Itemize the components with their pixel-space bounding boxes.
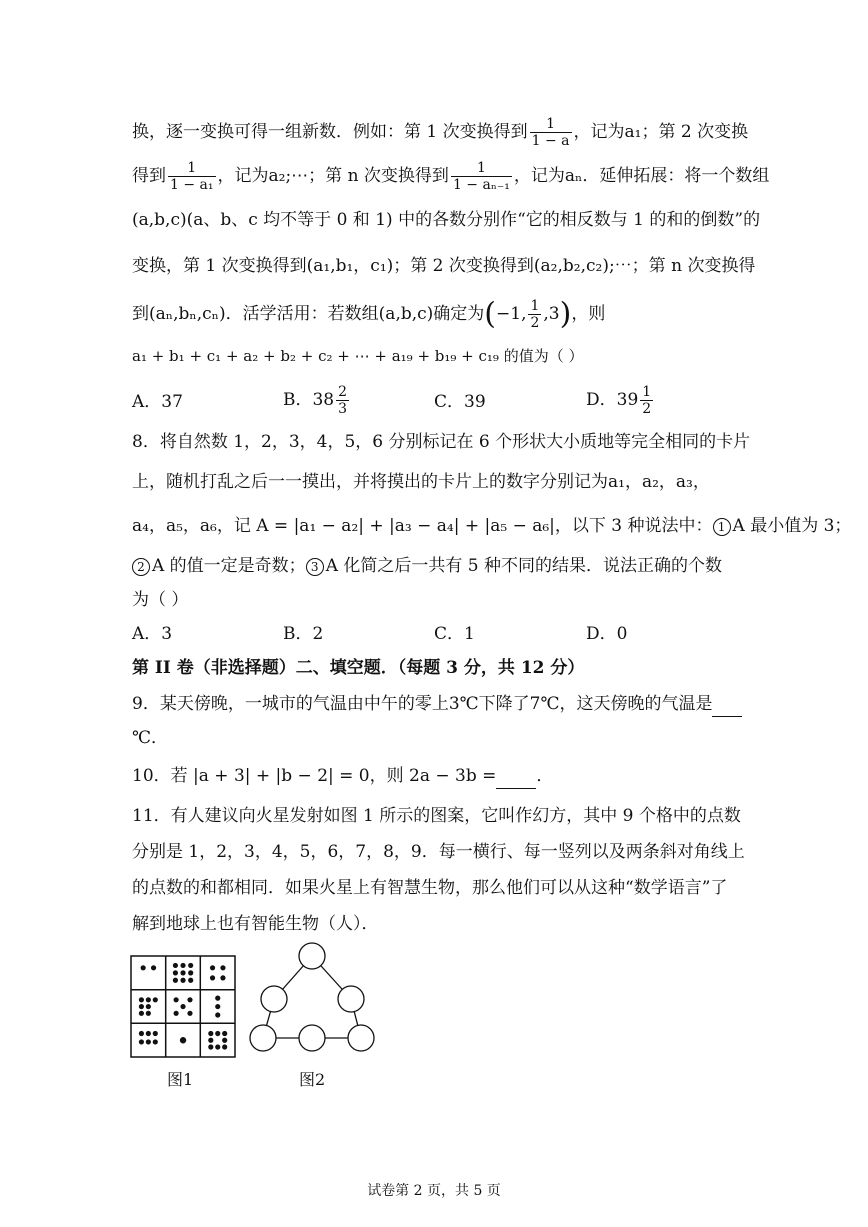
dot (146, 1004, 151, 1009)
fraction: $\frac{1}{1 - a}$ (531, 116, 570, 149)
answer-blank (712, 692, 742, 717)
dot (222, 1044, 227, 1049)
dot (139, 1004, 144, 1009)
q7-option-b: B．38 $\frac{2}{3}$ (283, 384, 348, 417)
q7-line-6: a₁ + b₁ + c₁ + a₂ + b₂ + c₂ + ⋯ + a₁₉ + b₁₉ + c₁₉ 的值为（ ） (132, 347, 584, 365)
dot (173, 970, 178, 975)
dot (188, 963, 193, 968)
circled-number-3: 3 (306, 558, 324, 576)
magic-square-cell (180, 1037, 186, 1043)
circled-number-2: 2 (132, 558, 150, 576)
dot (146, 1031, 151, 1036)
section-heading: 第 II 卷（非选择题）二、填空题．（每题 3 分，共 12 分） (132, 658, 585, 678)
dot (187, 997, 192, 1002)
magic-square-cell (174, 997, 193, 1016)
dot (222, 1031, 227, 1036)
q9-line-2: ℃． (132, 728, 169, 748)
dot (222, 1038, 227, 1043)
q7-line-4: 变换，第 1 次变换得到(a₁,b₁，c₁)；第 2 次变换得到(a₂,b₂,c₂);⋯；第 n 次变换得 (132, 256, 756, 276)
dot (174, 1011, 179, 1016)
circle-node (299, 943, 325, 969)
circle-node (250, 1025, 276, 1051)
magic-square-cell (141, 965, 157, 970)
dot (141, 965, 146, 970)
dot (153, 1039, 158, 1044)
magic-square-cell (215, 996, 220, 1018)
dot (215, 1004, 220, 1009)
magic-square-cell (139, 1031, 158, 1045)
dot (180, 978, 185, 983)
dot (215, 1031, 220, 1036)
dot (215, 1012, 220, 1017)
dot (180, 1037, 186, 1043)
dot (146, 997, 151, 1002)
dot (208, 1038, 213, 1043)
q7-line-3: (a,b,c)(a、b、c 均不等于 0 和 1) 中的各数分别作“它的相反数与 1 的和的倒数”的 (132, 210, 761, 230)
magic-square-cell (210, 965, 226, 980)
dot (180, 1004, 185, 1009)
q7-line-5: 到(aₙ,bₙ,cₙ)．活学活用：若数组(a,b,c)确定为(−1, $\frac{1}{2}$ ,3)，则 (132, 296, 606, 332)
q11-line-4: 解到地球上也有智能生物（人）． (132, 914, 379, 934)
dot (210, 975, 215, 980)
dot (153, 1031, 158, 1036)
dot (151, 965, 156, 970)
magic-square-figure (130, 955, 236, 1058)
magic-square-cell (208, 1031, 227, 1050)
dot (188, 970, 193, 975)
fraction: $\frac{1}{\text{1 − aₙ₋₁}}$ (452, 160, 510, 193)
dot (220, 965, 225, 970)
figure-2-label: 图2 (299, 1070, 326, 1089)
dot (188, 978, 193, 983)
dot (153, 997, 158, 1002)
q8-line-4: 2 A 的值一定是奇数； 3 A 化简之后一共有 5 种不同的结果．说法正确的个数 (132, 554, 752, 578)
dot (139, 1031, 144, 1036)
dot (187, 1011, 192, 1016)
circle-node (261, 986, 287, 1012)
q8-line-1: 8．将自然数 1，2，3，4，5，6 分别标记在 6 个形状大小质地等完全相同的卡片 (132, 432, 751, 452)
dot (174, 997, 179, 1002)
q11-line-2: 分别是 1，2，3，4，5，6，7，8，9．每一横行、每一竖列以及两条斜对角线上 (132, 842, 745, 862)
dot (139, 997, 144, 1002)
dot (146, 1039, 151, 1044)
dot (139, 1039, 144, 1044)
q11-line-1: 11．有人建议向火星发射如图 1 所示的图案，它叫作幻方，其中 9 个格中的点数 (132, 806, 741, 826)
magic-square-cell (173, 963, 193, 983)
dot (215, 1044, 220, 1049)
q8-line-5: 为（ ） (132, 590, 189, 610)
answer-blank (496, 764, 536, 789)
magic-square-cell (139, 997, 158, 1016)
q7-option-a: A．37 (132, 392, 183, 412)
q8-line-2: 上，随机打乱之后一一摸出，并将摸出的卡片上的数字分别记为a₁，a₂，a₃， (132, 472, 710, 492)
q7-option-d: D．39 $\frac{1}{2}$ (586, 384, 652, 417)
q11-line-3: 的点数的和都相同．如果火星上有智慧生物，那么他们可以从这种“数学语言”了 (132, 878, 728, 898)
q7-option-c: C．39 (434, 392, 486, 412)
q10-line: 10．若 |a + 3| + |b − 2| = 0，则 2a − 3b = ． (132, 764, 752, 789)
page-footer: 试卷第 2 页，共 5 页 (367, 1183, 501, 1199)
dot (139, 1011, 144, 1016)
dot (173, 978, 178, 983)
circle-node (348, 1025, 374, 1051)
dot (208, 1031, 213, 1036)
dot (210, 965, 215, 970)
circled-number-1: 1 (713, 518, 731, 536)
dot (208, 1044, 213, 1049)
q7-line-1: 换，逐一变换可得一组新数．例如：第 1 次变换得到 $\frac{1}{1 - a}$ ，记为a₁；第 2 次变换 (132, 116, 749, 149)
circle-node (299, 1025, 325, 1051)
q9-line-1: 9．某天傍晚，一城市的气温由中午的零上3℃下降了7℃，这天傍晚的气温是 (132, 692, 752, 717)
dot (180, 970, 185, 975)
dot (220, 975, 225, 980)
q7-line-2: 得到 $\frac{1}{\text{1 − a₁}}$ ，记为a₂;⋯；第 n 次变换得到 $\frac{1}{\text{1 − aₙ₋₁}}$ ，记为aₙ．延伸拓展：将一个数组 (132, 160, 770, 193)
fraction: $\frac{1}{\text{1 − a₁}}$ (170, 160, 214, 193)
q8-option-b: B．2 (283, 624, 324, 644)
circle-node (338, 986, 364, 1012)
q8-line-3: a₄，a₅，a₆，记 A = |a₁ − a₂| + |a₃ − a₄| + |a₅ − a₆|，以下 3 种说法中： 1 A 最小值为 3； (132, 516, 852, 536)
figure-1-label: 图1 (167, 1070, 194, 1089)
triangle-circles-figure (248, 940, 378, 1058)
q8-option-a: A．3 (132, 624, 173, 644)
dot (180, 963, 185, 968)
fraction: $\frac{1}{2}$ (530, 298, 540, 331)
q8-option-d: D．0 (586, 624, 628, 644)
dot (146, 1011, 151, 1016)
q8-option-c: C．1 (434, 624, 475, 644)
dot (215, 996, 220, 1001)
dot (173, 963, 178, 968)
